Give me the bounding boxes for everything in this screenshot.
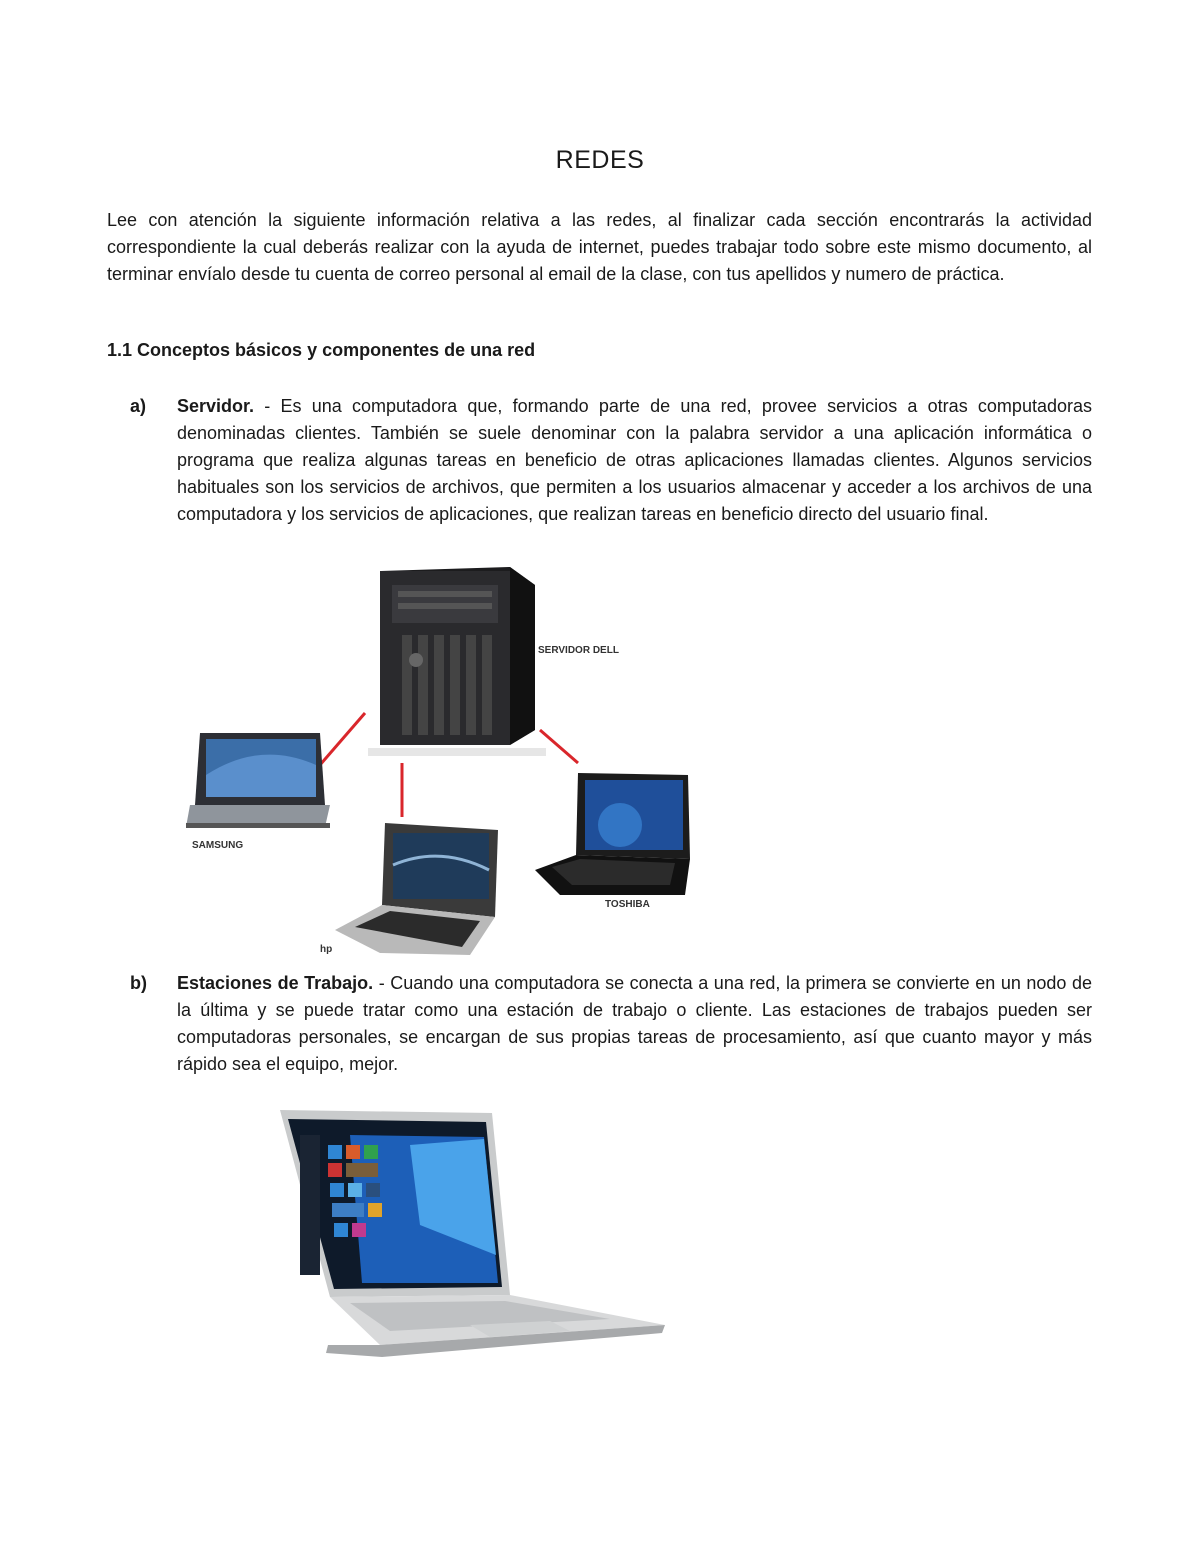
label-hp: hp <box>320 944 333 955</box>
definition-servidor: - Es una computadora que, formando parte de una red, provee servicios a otras computadoras denominadas clientes. También se suele denominar con la palabra servidor a una aplicación informática o programa que realiza algunas tareas en beneficio de otras aplicaciones llamadas clientes. Algunos servicios habituales son los servicios de archivos, que permiten a los usuarios almacenar y acceder a los archivos de una computadora y los servicios de aplicaciones, que realizan tareas en beneficio directo del usuario final. <box>177 396 1092 524</box>
list-marker-a: a) <box>130 396 147 416</box>
label-server: SERVIDOR DELL <box>538 645 619 656</box>
list-item-servidor <box>177 393 1092 528</box>
term-estaciones: Estaciones de Trabajo. <box>177 973 374 993</box>
intro-paragraph: Lee con atención la siguiente información relativa a las redes, al finalizar cada sección encontrarás la actividad correspondiente la cual deberás realizar con la ayuda de internet, puedes trabajar todo sobre este mismo documento, al terminar envíalo desde tu cuenta de correo personal al email de la clase, con tus apellidos y numero de práctica. <box>107 210 1092 284</box>
list-item-estaciones <box>177 970 1092 1078</box>
page-title: REDES <box>555 146 645 174</box>
network-diagram <box>180 565 700 965</box>
label-samsung: SAMSUNG <box>192 840 244 851</box>
link-server-toshiba <box>540 730 578 763</box>
server-tower-icon <box>368 567 546 756</box>
label-toshiba: TOSHIBA <box>605 899 650 910</box>
laptop-samsung-icon <box>186 733 330 828</box>
workstation-laptop-image <box>270 1105 670 1360</box>
section-heading: 1.1 Conceptos básicos y componentes de una red <box>107 340 536 360</box>
laptop-toshiba-icon <box>535 773 690 895</box>
term-servidor: Servidor. <box>177 396 255 416</box>
list-marker-b: b) <box>130 973 147 993</box>
definition-estaciones: - Cuando una computadora se conecta a una red, la primera se convierte en un nodo de la última y se puede tratar como una estación de trabajo o cliente. Las estaciones de trabajos pueden ser computadoras personales, se encargan de sus propias tareas de procesamiento, así que cuanto mayor y más rápido sea el equipo, mejor. <box>177 973 1093 1074</box>
laptop-hp-icon <box>335 823 498 955</box>
